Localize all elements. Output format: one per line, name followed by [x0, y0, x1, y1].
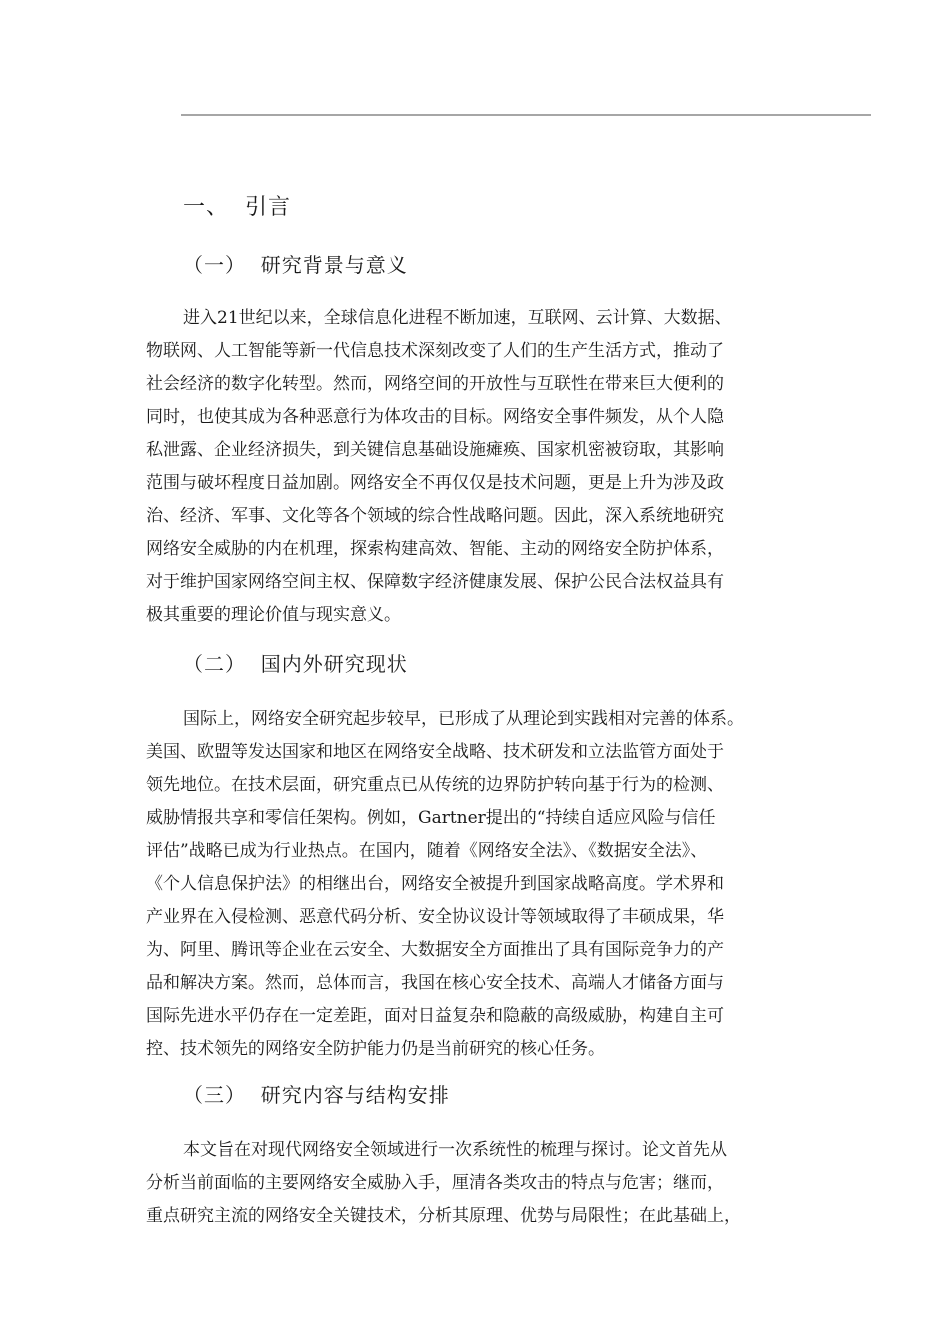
paragraph-line: 物联网、人工智能等新一代信息技术深刻改变了人们的生产生活方式，推动了 — [146, 341, 724, 361]
paragraph-line: 国际上，网络安全研究起步较早，已形成了从理论到实践相对完善的体系。 — [183, 709, 744, 729]
paragraph-line: 范围与破坏程度日益加剧。网络安全不再仅仅是技术问题，更是上升为涉及政 — [146, 473, 724, 493]
section-heading-research-status: （二） 国内外研究现状 — [183, 652, 408, 676]
paragraph-structure — [146, 1134, 811, 1233]
section-heading-structure: （三） 研究内容与结构安排 — [183, 1083, 450, 1107]
paragraph-line: 国际先进水平仍存在一定差距，面对日益复杂和隐蔽的高级威胁，构建自主可 — [146, 1006, 724, 1026]
paragraph-line: 社会经济的数字化转型。然而，网络空间的开放性与互联性在带来巨大便利的 — [146, 374, 724, 394]
paragraph-background — [146, 302, 811, 632]
paragraph-line: 本文旨在对现代网络安全领域进行一次系统性的梳理与探讨。论文首先从 — [183, 1140, 727, 1160]
paragraph-line: 同时，也使其成为各种恶意行为体攻击的目标。网络安全事件频发，从个人隐 — [146, 407, 724, 427]
paragraph-line: 控、技术领先的网络安全防护能力仍是当前研究的核心任务。 — [146, 1039, 605, 1059]
paragraph-line: 网络安全威胁的内在机理，探索构建高效、智能、主动的网络安全防护体系， — [146, 539, 724, 559]
paragraph-line: 极其重要的理论价值与现实意义。 — [146, 605, 401, 625]
paragraph-line: 评估”战略已成为行业热点。在国内，随着《网络安全法》、《数据安全法》、 — [146, 841, 708, 861]
paragraph-line: 对于维护国家网络空间主权、保障数字经济健康发展、保护公民合法权益具有 — [146, 572, 724, 592]
paragraph-line: 分析当前面临的主要网络安全威胁入手，厘清各类攻击的特点与危害；继而， — [146, 1173, 724, 1193]
section-heading-background: （一） 研究背景与意义 — [183, 253, 408, 277]
paragraph-line: 产业界在入侵检测、恶意代码分析、安全协议设计等领域取得了丰硕成果，华 — [146, 907, 724, 927]
paragraph-research-status — [146, 703, 811, 1066]
paragraph-line: 《个人信息保护法》的相继出台，网络安全被提升到国家战略高度。学术界和 — [146, 874, 724, 894]
chapter-heading: 一、 引言 — [183, 195, 291, 220]
paragraph-line: 重点研究主流的网络安全关键技术，分析其原理、优势与局限性；在此基础上， — [146, 1206, 741, 1226]
paragraph-line: 为、阿里、腾讯等企业在云安全、大数据安全方面推出了具有国际竞争力的产 — [146, 940, 724, 960]
paragraph-line: 美国、欧盟等发达国家和地区在网络安全战略、技术研发和立法监管方面处于 — [146, 742, 724, 762]
paragraph-line: 私泄露、企业经济损失，到关键信息基础设施瘫痪、国家机密被窃取，其影响 — [146, 440, 724, 460]
paragraph-line: 威胁情报共享和零信任架构。例如，Gartner提出的“持续自适应风险与信任 — [146, 808, 716, 828]
paragraph-line: 品和解决方案。然而，总体而言，我国在核心安全技术、高端人才储备方面与 — [146, 973, 724, 993]
header-rule — [181, 114, 871, 116]
paragraph-line: 进入21世纪以来，全球信息化进程不断加速，互联网、云计算、大数据、 — [183, 308, 732, 328]
paragraph-line: 治、经济、军事、文化等各个领域的综合性战略问题。因此，深入系统地研究 — [146, 506, 724, 526]
paragraph-line: 领先地位。在技术层面，研究重点已从传统的边界防护转向基于行为的检测、 — [146, 775, 724, 795]
